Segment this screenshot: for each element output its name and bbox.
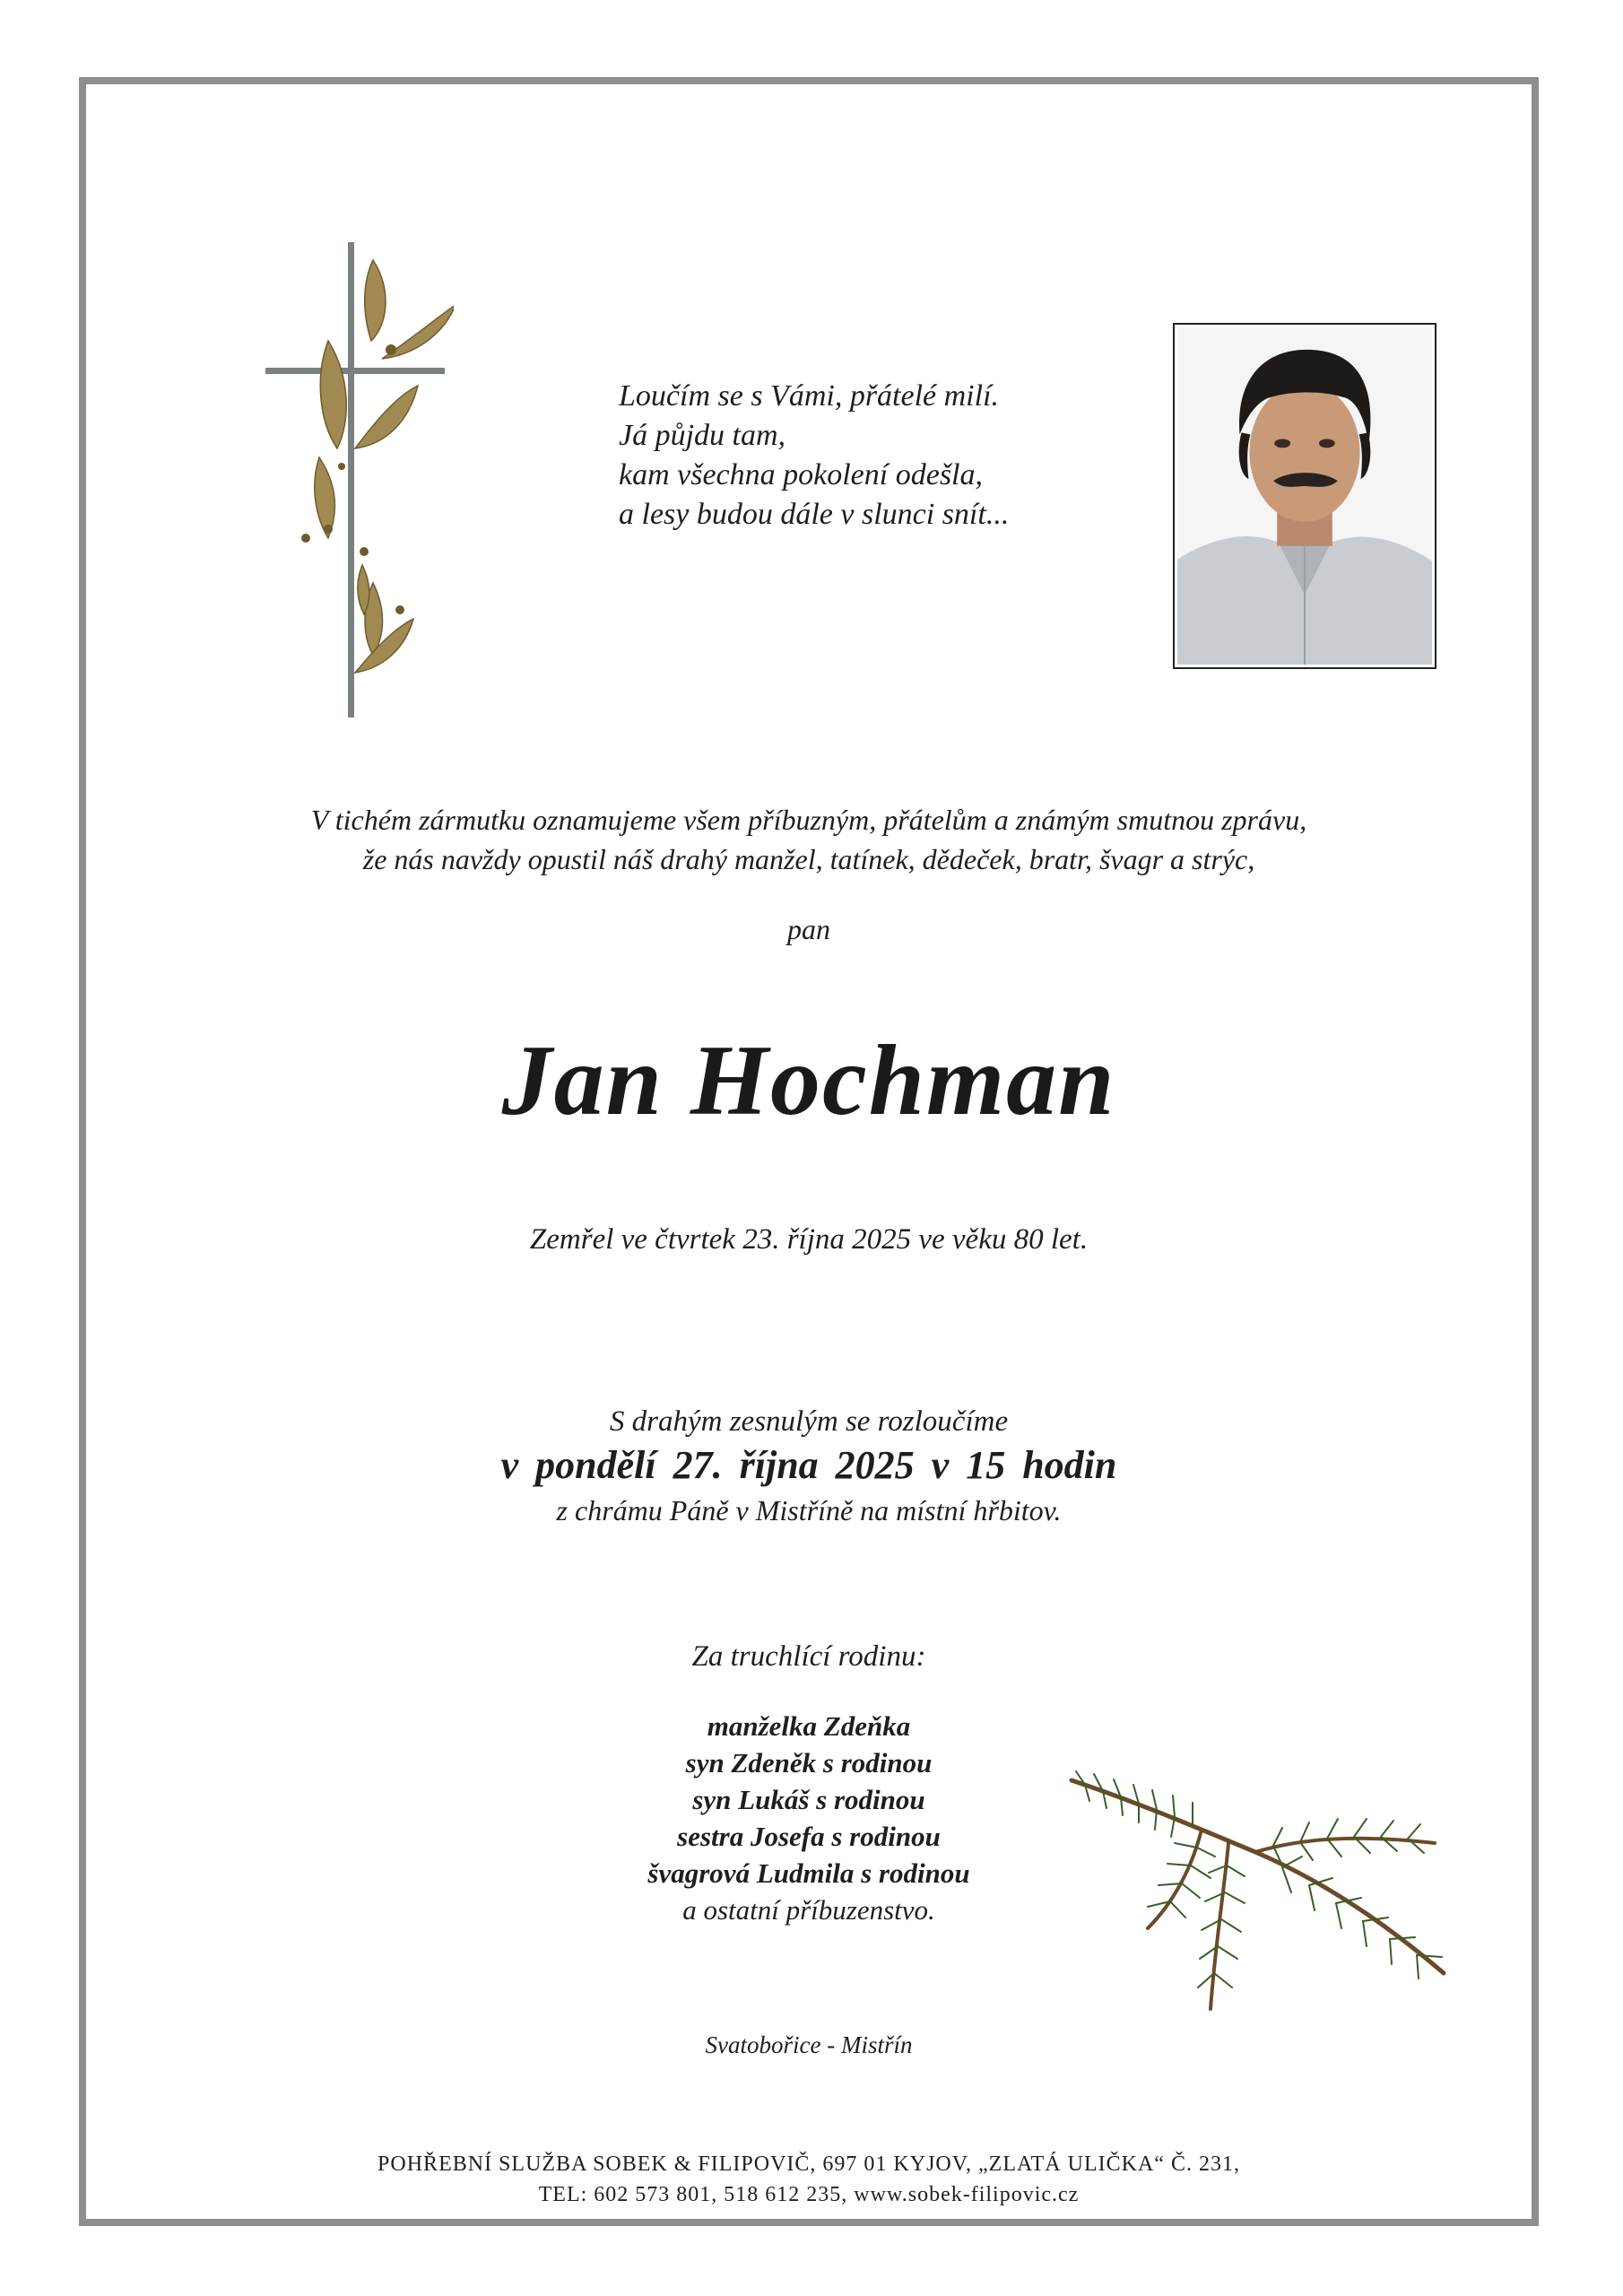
footer <box>86 2149 1532 2210</box>
mourner: manželka Zdeňka <box>707 1710 911 1742</box>
poem <box>619 377 1157 535</box>
announcement-line-2: že nás navždy opustil náš drahý manžel, tatínek, dědeček, bratr, švagr a strýc, <box>362 843 1255 875</box>
footer-line-2: TEL: 602 573 801, 518 612 235, www.sobek-filipovic.cz <box>538 2183 1080 2206</box>
farewell-intro: S drahým zesnulým se rozloučíme <box>609 1405 1009 1438</box>
poem-line: a lesy budou dále v slunci snít... <box>619 498 1010 531</box>
pine-branch-icon <box>1067 1767 1453 2027</box>
poem-line: kam všechna pokolení odešla, <box>619 458 983 491</box>
mourner: syn Zdeněk s rodinou <box>685 1747 933 1779</box>
announcement <box>86 800 1532 879</box>
poem-line: Já půjdu tam, <box>619 419 786 452</box>
announcement-line-1: V tichém zármutku oznamujeme všem příbuzným, přátelům a známým smutnou zprávu, <box>310 804 1307 836</box>
death-notice: Zemřel ve čtvrtek 23. října 2025 ve věku 80 let. <box>529 1223 1089 1256</box>
mourner: syn Lukáš s rodinou <box>692 1784 925 1815</box>
footer-line-1: POHŘEBNÍ SLUŽBA SOBEK & FILIPOVIČ, 697 01 KYJOV, „ZLATÁ ULIČKA“ Č. 231, <box>378 2152 1240 2176</box>
cross-icon <box>265 242 454 718</box>
mourner: švagrová Ludmila s rodinou <box>647 1857 970 1889</box>
farewell-datetime: v pondělí 27. října 2025 v 15 hodin <box>500 1443 1117 1487</box>
location: Svatobořice - Mistřín <box>705 2031 913 2058</box>
deceased-name: Jan Hochman <box>501 1025 1116 1136</box>
title-pan: pan <box>787 913 830 945</box>
portrait-photo <box>1173 323 1436 669</box>
mourner: sestra Josefa s rodinou <box>677 1821 941 1852</box>
mourner: a ostatní příbuzenstvo. <box>682 1894 935 1926</box>
poem-line: Loučím se s Vámi, přátelé milí. <box>619 379 1000 413</box>
mourners-heading: Za truchlící rodinu: <box>691 1640 926 1673</box>
farewell-place: z chrámu Páně v Mistříně na místní hřbitov. <box>556 1494 1062 1526</box>
